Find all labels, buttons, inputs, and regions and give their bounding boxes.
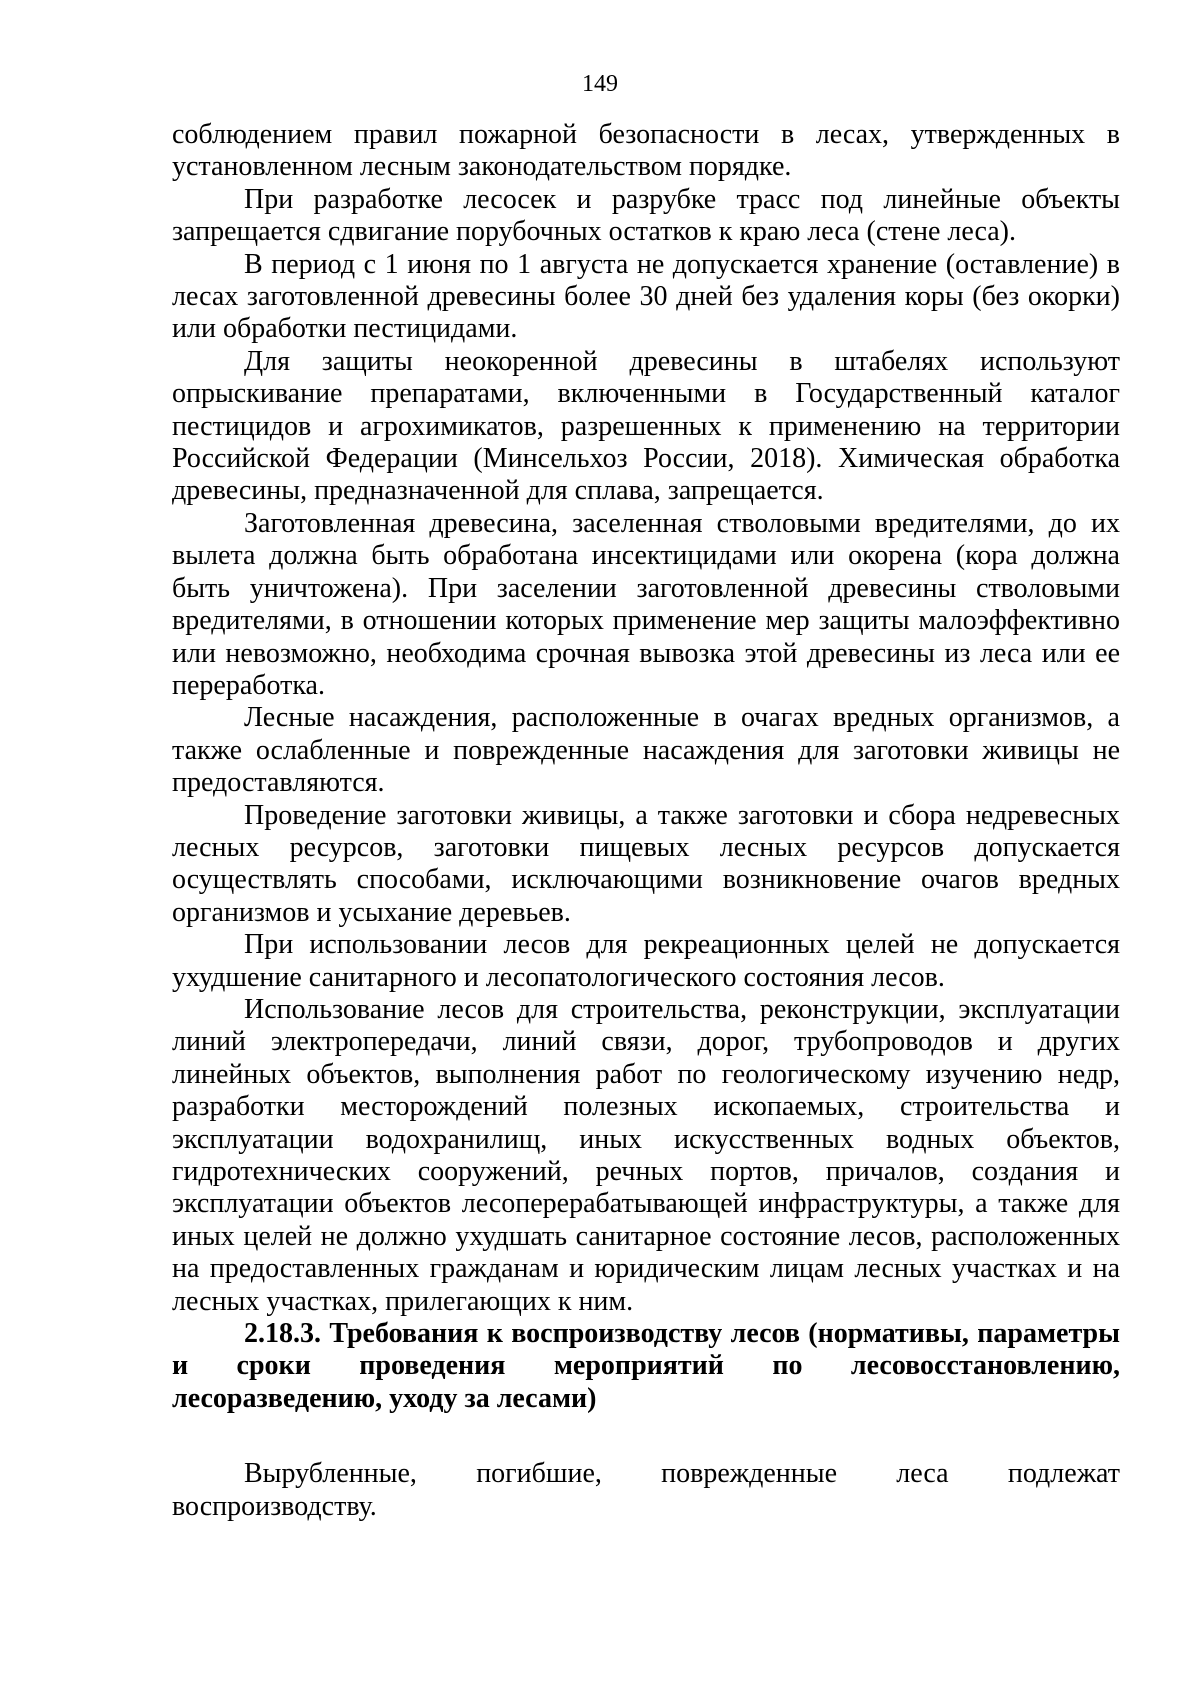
paragraph-resin-harvesting: Проведение заготовки живицы, а также заготовки и сбора недревесных лесных ресурсов, заготовки пищевых лесных ресурсов допускается осуществлять способами, исключающими возникновение очагов вредных организмов и усыхание деревьев.	[172, 799, 1120, 928]
paragraph-fire-safety: соблюдением правил пожарной безопасности в лесах, утвержденных в установленном лесным законодательством порядке.	[172, 119, 1120, 183]
page-number: 149	[582, 71, 618, 97]
paragraph-resin-stands: Лесные насаждения, расположенные в очагах вредных организмов, а также ослабленные и поврежденные насаждения для заготовки живицы не предоставляются.	[172, 702, 1120, 799]
paragraph-construction-use: Использование лесов для строительства, реконструкции, эксплуатации линий электропередачи, линий связи, дорог, трубопроводов и других линейных объектов, выполнения работ по геологическому изучению недр, разработки месторождений полезных ископаемых, строительства и эксплуатации водохранилищ, иных искусственных водных объектов, гидротехнических сооружений, речных портов, причалов, создания и эксплуатации объектов лесоперерабатывающей инфраструктуры, а также для иных целей не должно ухудшать санитарное состояние лесов, расположенных на предоставленных гражданам и юридическим лицам лесных участках и на лесных участках, прилегающих к ним.	[172, 993, 1120, 1317]
paragraph-infested-wood: Заготовленная древесина, заселенная стволовыми вредителями, до их вылета должна быть обработана инсектицидами или окорена (кора должна быть уничтожена). При заселении заготовленной древесины стволовыми вредителями, в отношении которых применение мер защиты малоэффективно или невозможно, необходима срочная вывозка этой древесины из леса или ее переработка.	[172, 507, 1120, 701]
paragraph-logging-residues: При разработке лесосек и разрубке трасс под линейные объекты запрещается сдвигание порубочных остатков к краю леса (стене леса).	[172, 183, 1120, 248]
paragraph-reproduction: Вырубленные, погибшие, поврежденные леса подлежат воспроизводству.	[172, 1458, 1120, 1522]
page-body	[172, 119, 1120, 1523]
paragraph-wood-protection: Для защиты неокоренной древесины в штабелях используют опрыскивание препаратами, включенными в Государственный каталог пестицидов и агрохимикатов, разрешенных к применению на территории Российской Федерации (Минсельхоз России, 2018). Химическая обработка древесины, предназначенной для сплава, запрещается.	[172, 345, 1120, 507]
section-heading: 2.18.3. Требования к воспроизводству лесов (нормативы, параметры и сроки проведения мероприятий по лесовосстановлению, лесоразведению, уходу за лесами)	[172, 1318, 1120, 1414]
paragraph-wood-storage: В период с 1 июня по 1 августа не допускается хранение (оставление) в лесах заготовленной древесины более 30 дней без удаления коры (без окорки) или обработки пестицидами.	[172, 248, 1120, 345]
paragraph-recreation: При использовании лесов для рекреационных целей не допускается ухудшение санитарного и лесопатологического состояния лесов.	[172, 929, 1120, 993]
